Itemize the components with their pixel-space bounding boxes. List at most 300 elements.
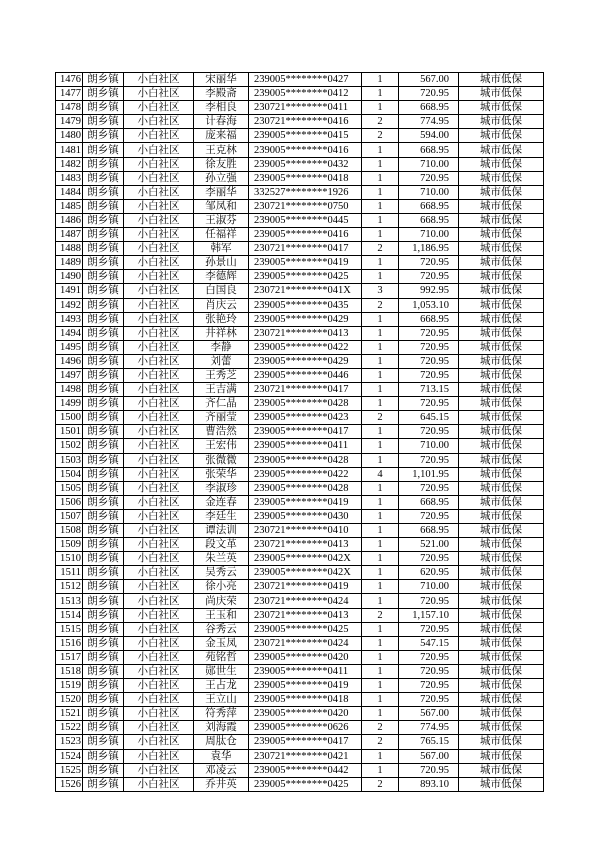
amount-cell: 992.95 xyxy=(399,284,459,298)
amount-cell: 765.15 xyxy=(399,735,459,749)
table-row xyxy=(56,87,544,101)
amount-cell: 710.00 xyxy=(399,157,459,171)
table-row xyxy=(56,763,544,777)
row-number: 1503 xyxy=(56,453,83,467)
row-number: 1478 xyxy=(56,101,83,115)
assistance-type-cell: 城市低保 xyxy=(459,566,544,580)
amount-cell: 720.95 xyxy=(399,270,459,284)
household-count-cell: 2 xyxy=(362,411,399,425)
amount-cell: 668.95 xyxy=(399,143,459,157)
amount-cell: 668.95 xyxy=(399,312,459,326)
amount-cell: 710.00 xyxy=(399,580,459,594)
row-number: 1502 xyxy=(56,439,83,453)
assistance-type-cell: 城市低保 xyxy=(459,171,544,185)
town-cell: 朗乡镇 xyxy=(83,199,124,213)
row-number: 1525 xyxy=(56,763,83,777)
id-number-cell: 239005********0430 xyxy=(249,509,362,523)
amount-cell: 720.95 xyxy=(399,256,459,270)
row-number: 1485 xyxy=(56,199,83,213)
amount-cell: 893.10 xyxy=(399,777,459,791)
row-number: 1508 xyxy=(56,524,83,538)
amount-cell: 720.95 xyxy=(399,397,459,411)
amount-cell: 720.95 xyxy=(399,693,459,707)
community-cell: 小白社区 xyxy=(124,256,194,270)
assistance-type-cell: 城市低保 xyxy=(459,693,544,707)
assistance-type-cell: 城市低保 xyxy=(459,298,544,312)
assistance-type-cell: 城市低保 xyxy=(459,608,544,622)
assistance-type-cell: 城市低保 xyxy=(459,87,544,101)
id-number-cell: 239005********0428 xyxy=(249,397,362,411)
household-count-cell: 1 xyxy=(362,679,399,693)
town-cell: 朗乡镇 xyxy=(83,735,124,749)
id-number-cell: 230721********0416 xyxy=(249,115,362,129)
assistance-type-cell: 城市低保 xyxy=(459,129,544,143)
household-count-cell: 2 xyxy=(362,242,399,256)
household-count-cell: 1 xyxy=(362,524,399,538)
table-row xyxy=(56,580,544,594)
id-number-cell: 239005********0420 xyxy=(249,707,362,721)
assistance-type-cell: 城市低保 xyxy=(459,481,544,495)
assistance-type-cell: 城市低保 xyxy=(459,650,544,664)
town-cell: 朗乡镇 xyxy=(83,538,124,552)
town-cell: 朗乡镇 xyxy=(83,171,124,185)
table-row xyxy=(56,284,544,298)
name-cell: 尚庆荣 xyxy=(194,594,249,608)
id-number-cell: 239005********042X xyxy=(249,566,362,580)
id-number-cell: 230721********041X xyxy=(249,284,362,298)
table-row xyxy=(56,777,544,791)
town-cell: 朗乡镇 xyxy=(83,509,124,523)
community-cell: 小白社区 xyxy=(124,495,194,509)
name-cell: 王玉和 xyxy=(194,608,249,622)
id-number-cell: 239005********0415 xyxy=(249,129,362,143)
household-count-cell: 1 xyxy=(362,270,399,284)
row-number: 1498 xyxy=(56,383,83,397)
table-row xyxy=(56,129,544,143)
table-row xyxy=(56,721,544,735)
table-row xyxy=(56,298,544,312)
id-number-cell: 239005********0432 xyxy=(249,157,362,171)
id-number-cell: 230721********0413 xyxy=(249,326,362,340)
amount-cell: 774.95 xyxy=(399,721,459,735)
row-number: 1519 xyxy=(56,679,83,693)
community-cell: 小白社区 xyxy=(124,143,194,157)
community-cell: 小白社区 xyxy=(124,397,194,411)
assistance-type-cell: 城市低保 xyxy=(459,495,544,509)
table-row xyxy=(56,594,544,608)
id-number-cell: 230721********0419 xyxy=(249,580,362,594)
amount-cell: 547.15 xyxy=(399,636,459,650)
town-cell: 朗乡镇 xyxy=(83,326,124,340)
id-number-cell: 239005********0419 xyxy=(249,495,362,509)
town-cell: 朗乡镇 xyxy=(83,242,124,256)
amount-cell: 720.95 xyxy=(399,650,459,664)
town-cell: 朗乡镇 xyxy=(83,453,124,467)
town-cell: 朗乡镇 xyxy=(83,524,124,538)
household-count-cell: 1 xyxy=(362,340,399,354)
id-number-cell: 239005********0428 xyxy=(249,481,362,495)
row-number: 1484 xyxy=(56,185,83,199)
assistance-type-cell: 城市低保 xyxy=(459,312,544,326)
row-number: 1504 xyxy=(56,467,83,481)
household-count-cell: 1 xyxy=(362,326,399,340)
row-number: 1524 xyxy=(56,749,83,763)
amount-cell: 720.95 xyxy=(399,368,459,382)
amount-cell: 720.95 xyxy=(399,453,459,467)
row-number: 1520 xyxy=(56,693,83,707)
id-number-cell: 239005********0445 xyxy=(249,213,362,227)
community-cell: 小白社区 xyxy=(124,552,194,566)
row-number: 1481 xyxy=(56,143,83,157)
name-cell: 徐友胜 xyxy=(194,157,249,171)
assistance-type-cell: 城市低保 xyxy=(459,228,544,242)
community-cell: 小白社区 xyxy=(124,129,194,143)
amount-cell: 1,101.95 xyxy=(399,467,459,481)
row-number: 1513 xyxy=(56,594,83,608)
table-row xyxy=(56,354,544,368)
table-row xyxy=(56,552,544,566)
household-count-cell: 1 xyxy=(362,693,399,707)
name-cell: 孙立强 xyxy=(194,171,249,185)
town-cell: 朗乡镇 xyxy=(83,256,124,270)
table-row xyxy=(56,439,544,453)
assistance-type-cell: 城市低保 xyxy=(459,354,544,368)
household-count-cell: 1 xyxy=(362,256,399,270)
table-row xyxy=(56,679,544,693)
household-count-cell: 1 xyxy=(362,622,399,636)
id-number-cell: 239005********0422 xyxy=(249,340,362,354)
town-cell: 朗乡镇 xyxy=(83,650,124,664)
assistance-type-cell: 城市低保 xyxy=(459,580,544,594)
household-count-cell: 1 xyxy=(362,199,399,213)
town-cell: 朗乡镇 xyxy=(83,354,124,368)
amount-cell: 710.00 xyxy=(399,228,459,242)
amount-cell: 720.95 xyxy=(399,552,459,566)
table-row xyxy=(56,524,544,538)
town-cell: 朗乡镇 xyxy=(83,425,124,439)
town-cell: 朗乡镇 xyxy=(83,636,124,650)
row-number: 1482 xyxy=(56,157,83,171)
town-cell: 朗乡镇 xyxy=(83,467,124,481)
name-cell: 李殿斋 xyxy=(194,87,249,101)
assistance-type-cell: 城市低保 xyxy=(459,467,544,481)
community-cell: 小白社区 xyxy=(124,228,194,242)
id-number-cell: 230721********0410 xyxy=(249,524,362,538)
row-number: 1526 xyxy=(56,777,83,791)
row-number: 1491 xyxy=(56,284,83,298)
community-cell: 小白社区 xyxy=(124,354,194,368)
table-row xyxy=(56,495,544,509)
household-count-cell: 1 xyxy=(362,425,399,439)
assistance-type-cell: 城市低保 xyxy=(459,664,544,678)
amount-cell: 594.00 xyxy=(399,129,459,143)
row-number: 1489 xyxy=(56,256,83,270)
town-cell: 朗乡镇 xyxy=(83,129,124,143)
id-number-cell: 230721********0424 xyxy=(249,636,362,650)
name-cell: 朱兰英 xyxy=(194,552,249,566)
town-cell: 朗乡镇 xyxy=(83,777,124,791)
assistance-type-cell: 城市低保 xyxy=(459,735,544,749)
assistance-type-cell: 城市低保 xyxy=(459,622,544,636)
id-number-cell: 239005********0435 xyxy=(249,298,362,312)
household-count-cell: 1 xyxy=(362,566,399,580)
community-cell: 小白社区 xyxy=(124,199,194,213)
town-cell: 朗乡镇 xyxy=(83,594,124,608)
table-row xyxy=(56,157,544,171)
amount-cell: 668.95 xyxy=(399,495,459,509)
table-row xyxy=(56,312,544,326)
name-cell: 齐仁晶 xyxy=(194,397,249,411)
community-cell: 小白社区 xyxy=(124,101,194,115)
amount-cell: 567.00 xyxy=(399,73,459,87)
table-row xyxy=(56,115,544,129)
assistance-type-cell: 城市低保 xyxy=(459,777,544,791)
assistance-type-cell: 城市低保 xyxy=(459,679,544,693)
row-number: 1512 xyxy=(56,580,83,594)
amount-cell: 668.95 xyxy=(399,524,459,538)
town-cell: 朗乡镇 xyxy=(83,608,124,622)
name-cell: 任福祥 xyxy=(194,228,249,242)
household-count-cell: 1 xyxy=(362,481,399,495)
amount-cell: 668.95 xyxy=(399,213,459,227)
assistance-type-cell: 城市低保 xyxy=(459,763,544,777)
id-number-cell: 230721********0417 xyxy=(249,383,362,397)
name-cell: 乔井英 xyxy=(194,777,249,791)
amount-cell: 710.00 xyxy=(399,439,459,453)
name-cell: 孙景山 xyxy=(194,256,249,270)
name-cell: 张艳玲 xyxy=(194,312,249,326)
row-number: 1505 xyxy=(56,481,83,495)
row-number: 1506 xyxy=(56,495,83,509)
household-count-cell: 1 xyxy=(362,439,399,453)
id-number-cell: 230721********0413 xyxy=(249,608,362,622)
name-cell: 金玉凤 xyxy=(194,636,249,650)
community-cell: 小白社区 xyxy=(124,467,194,481)
name-cell: 符秀萍 xyxy=(194,707,249,721)
id-number-cell: 239005********0425 xyxy=(249,270,362,284)
household-count-cell: 2 xyxy=(362,298,399,312)
row-number: 1499 xyxy=(56,397,83,411)
name-cell: 李德辉 xyxy=(194,270,249,284)
household-count-cell: 1 xyxy=(362,749,399,763)
id-number-cell: 239005********0429 xyxy=(249,312,362,326)
name-cell: 张荣华 xyxy=(194,467,249,481)
row-number: 1514 xyxy=(56,608,83,622)
name-cell: 王占龙 xyxy=(194,679,249,693)
town-cell: 朗乡镇 xyxy=(83,312,124,326)
community-cell: 小白社区 xyxy=(124,157,194,171)
name-cell: 王吉满 xyxy=(194,383,249,397)
household-count-cell: 1 xyxy=(362,650,399,664)
id-number-cell: 239005********042X xyxy=(249,552,362,566)
name-cell: 谷秀云 xyxy=(194,622,249,636)
household-count-cell: 1 xyxy=(362,664,399,678)
row-number: 1523 xyxy=(56,735,83,749)
row-number: 1522 xyxy=(56,721,83,735)
assistance-type-cell: 城市低保 xyxy=(459,594,544,608)
row-number: 1518 xyxy=(56,664,83,678)
table-row xyxy=(56,242,544,256)
table-row xyxy=(56,213,544,227)
table-row xyxy=(56,608,544,622)
household-count-cell: 1 xyxy=(362,157,399,171)
town-cell: 朗乡镇 xyxy=(83,411,124,425)
name-cell: 曹浩然 xyxy=(194,425,249,439)
table-row xyxy=(56,707,544,721)
name-cell: 金连春 xyxy=(194,495,249,509)
amount-cell: 720.95 xyxy=(399,509,459,523)
id-number-cell: 230721********0417 xyxy=(249,242,362,256)
town-cell: 朗乡镇 xyxy=(83,580,124,594)
row-number: 1511 xyxy=(56,566,83,580)
community-cell: 小白社区 xyxy=(124,693,194,707)
row-number: 1486 xyxy=(56,213,83,227)
id-number-cell: 239005********0427 xyxy=(249,73,362,87)
town-cell: 朗乡镇 xyxy=(83,693,124,707)
household-count-cell: 1 xyxy=(362,101,399,115)
id-number-cell: 239005********0442 xyxy=(249,763,362,777)
row-number: 1495 xyxy=(56,340,83,354)
table-row xyxy=(56,749,544,763)
row-number: 1483 xyxy=(56,171,83,185)
community-cell: 小白社区 xyxy=(124,270,194,284)
amount-cell: 720.95 xyxy=(399,664,459,678)
community-cell: 小白社区 xyxy=(124,524,194,538)
id-number-cell: 239005********0418 xyxy=(249,693,362,707)
row-number: 1480 xyxy=(56,129,83,143)
community-cell: 小白社区 xyxy=(124,453,194,467)
community-cell: 小白社区 xyxy=(124,538,194,552)
assistance-type-cell: 城市低保 xyxy=(459,383,544,397)
amount-cell: 645.15 xyxy=(399,411,459,425)
town-cell: 朗乡镇 xyxy=(83,397,124,411)
community-cell: 小白社区 xyxy=(124,326,194,340)
row-number: 1494 xyxy=(56,326,83,340)
community-cell: 小白社区 xyxy=(124,509,194,523)
table-row xyxy=(56,171,544,185)
table-row xyxy=(56,340,544,354)
name-cell: 白国良 xyxy=(194,284,249,298)
name-cell: 刘蕾 xyxy=(194,354,249,368)
community-cell: 小白社区 xyxy=(124,777,194,791)
row-number: 1515 xyxy=(56,622,83,636)
town-cell: 朗乡镇 xyxy=(83,679,124,693)
community-cell: 小白社区 xyxy=(124,185,194,199)
household-count-cell: 1 xyxy=(362,185,399,199)
name-cell: 王宏伟 xyxy=(194,439,249,453)
table-row xyxy=(56,735,544,749)
assistance-type-cell: 城市低保 xyxy=(459,242,544,256)
id-number-cell: 239005********0428 xyxy=(249,453,362,467)
community-cell: 小白社区 xyxy=(124,284,194,298)
community-cell: 小白社区 xyxy=(124,664,194,678)
row-number: 1507 xyxy=(56,509,83,523)
household-count-cell: 4 xyxy=(362,467,399,481)
household-count-cell: 3 xyxy=(362,284,399,298)
assistance-type-cell: 城市低保 xyxy=(459,509,544,523)
household-count-cell: 1 xyxy=(362,594,399,608)
household-count-cell: 2 xyxy=(362,129,399,143)
id-number-cell: 239005********0411 xyxy=(249,439,362,453)
amount-cell: 720.95 xyxy=(399,326,459,340)
town-cell: 朗乡镇 xyxy=(83,270,124,284)
id-number-cell: 239005********0411 xyxy=(249,664,362,678)
household-count-cell: 1 xyxy=(362,538,399,552)
community-cell: 小白社区 xyxy=(124,411,194,425)
community-cell: 小白社区 xyxy=(124,594,194,608)
name-cell: 苑铭哲 xyxy=(194,650,249,664)
household-count-cell: 1 xyxy=(362,383,399,397)
amount-cell: 720.95 xyxy=(399,425,459,439)
town-cell: 朗乡镇 xyxy=(83,707,124,721)
town-cell: 朗乡镇 xyxy=(83,298,124,312)
town-cell: 朗乡镇 xyxy=(83,566,124,580)
community-cell: 小白社区 xyxy=(124,171,194,185)
row-number: 1501 xyxy=(56,425,83,439)
assistance-type-cell: 城市低保 xyxy=(459,115,544,129)
town-cell: 朗乡镇 xyxy=(83,552,124,566)
community-cell: 小白社区 xyxy=(124,763,194,777)
household-count-cell: 1 xyxy=(362,509,399,523)
town-cell: 朗乡镇 xyxy=(83,185,124,199)
table-row xyxy=(56,509,544,523)
beneficiary-table xyxy=(55,72,544,792)
town-cell: 朗乡镇 xyxy=(83,664,124,678)
id-number-cell: 239005********0417 xyxy=(249,425,362,439)
community-cell: 小白社区 xyxy=(124,242,194,256)
town-cell: 朗乡镇 xyxy=(83,340,124,354)
household-count-cell: 1 xyxy=(362,636,399,650)
name-cell: 王秀芝 xyxy=(194,368,249,382)
community-cell: 小白社区 xyxy=(124,735,194,749)
table-row xyxy=(56,664,544,678)
amount-cell: 668.95 xyxy=(399,101,459,115)
town-cell: 朗乡镇 xyxy=(83,383,124,397)
id-number-cell: 230721********0413 xyxy=(249,538,362,552)
name-cell: 刘海霞 xyxy=(194,721,249,735)
amount-cell: 720.95 xyxy=(399,354,459,368)
row-number: 1479 xyxy=(56,115,83,129)
amount-cell: 720.95 xyxy=(399,763,459,777)
town-cell: 朗乡镇 xyxy=(83,763,124,777)
community-cell: 小白社区 xyxy=(124,679,194,693)
assistance-type-cell: 城市低保 xyxy=(459,411,544,425)
community-cell: 小白社区 xyxy=(124,580,194,594)
town-cell: 朗乡镇 xyxy=(83,721,124,735)
town-cell: 朗乡镇 xyxy=(83,228,124,242)
table-row xyxy=(56,185,544,199)
assistance-type-cell: 城市低保 xyxy=(459,157,544,171)
amount-cell: 1,157.10 xyxy=(399,608,459,622)
name-cell: 王克林 xyxy=(194,143,249,157)
table-row xyxy=(56,481,544,495)
town-cell: 朗乡镇 xyxy=(83,284,124,298)
amount-cell: 720.95 xyxy=(399,679,459,693)
row-number: 1496 xyxy=(56,354,83,368)
amount-cell: 1,053.10 xyxy=(399,298,459,312)
id-number-cell: 239005********0416 xyxy=(249,143,362,157)
household-count-cell: 1 xyxy=(362,495,399,509)
assistance-type-cell: 城市低保 xyxy=(459,721,544,735)
community-cell: 小白社区 xyxy=(124,481,194,495)
name-cell: 宋丽华 xyxy=(194,73,249,87)
table-row xyxy=(56,199,544,213)
table-row xyxy=(56,368,544,382)
town-cell: 朗乡镇 xyxy=(83,213,124,227)
id-number-cell: 230721********0421 xyxy=(249,749,362,763)
household-count-cell: 2 xyxy=(362,608,399,622)
community-cell: 小白社区 xyxy=(124,73,194,87)
